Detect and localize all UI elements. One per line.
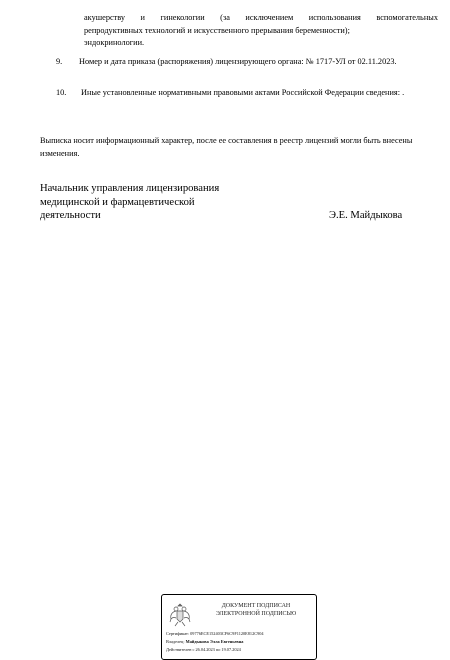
list-item-9 [56,56,430,69]
coat-of-arms-icon [168,601,192,629]
stamp-certificate-value: 09776ECE152403CF6C9F1120E812C904 [190,631,264,636]
stamp-owner [166,639,243,644]
signatory-title-line-3: деятельности [40,210,101,221]
disclaimer-note: Выписка носит информационный характер, после ее составления в реестр лицензий могли быть внесены изменения. [40,136,413,158]
electronic-signature-stamp [161,594,317,660]
stamp-certificate-label: Сертификат: [166,631,190,636]
stamp-certificate [166,631,264,636]
list-item-10 [56,87,430,100]
continuation-line-2: репродуктивных технологий и искусственного прерывания беременности); [84,25,350,35]
list-item-number: 9. [56,57,63,66]
list-item-text: Номер и дата приказа (распоряжения) лицензирующего органа: № 1717-УЛ от 02.11.2023. [79,57,397,66]
stamp-validity: Действителен с 26.04.2023 по 19.07.2024 [166,647,241,652]
list-item-continuation [84,12,438,50]
signatory-title [40,182,219,223]
stamp-owner-value: Майдыкова Элла Евгеньевна [185,639,244,644]
stamp-title-line-2: ЭЛЕКТРОННОЙ ПОДПИСЬЮ [215,611,297,617]
stamp-owner-label: Владелец: [166,639,185,644]
continuation-line-1: акушерству и гинекологии (за исключением использования вспомогательных [84,13,438,22]
stamp-title [198,602,314,618]
list-item-text: Иные установленные нормативными правовыми актами Российской Федерации сведения: . [81,88,405,97]
stamp-title-line-1: ДОКУМЕНТ ПОДПИСАН [221,603,291,609]
continuation-line-3: эндокринологии. [84,38,145,48]
signatory-title-line-1: Начальник управления лицензирования [40,183,220,194]
signatory-title-line-2: медицинской и фармацевтической [40,196,195,208]
list-item-number: 10. [56,88,67,97]
signatory-name: Э.Е. Майдыкова [329,210,403,221]
